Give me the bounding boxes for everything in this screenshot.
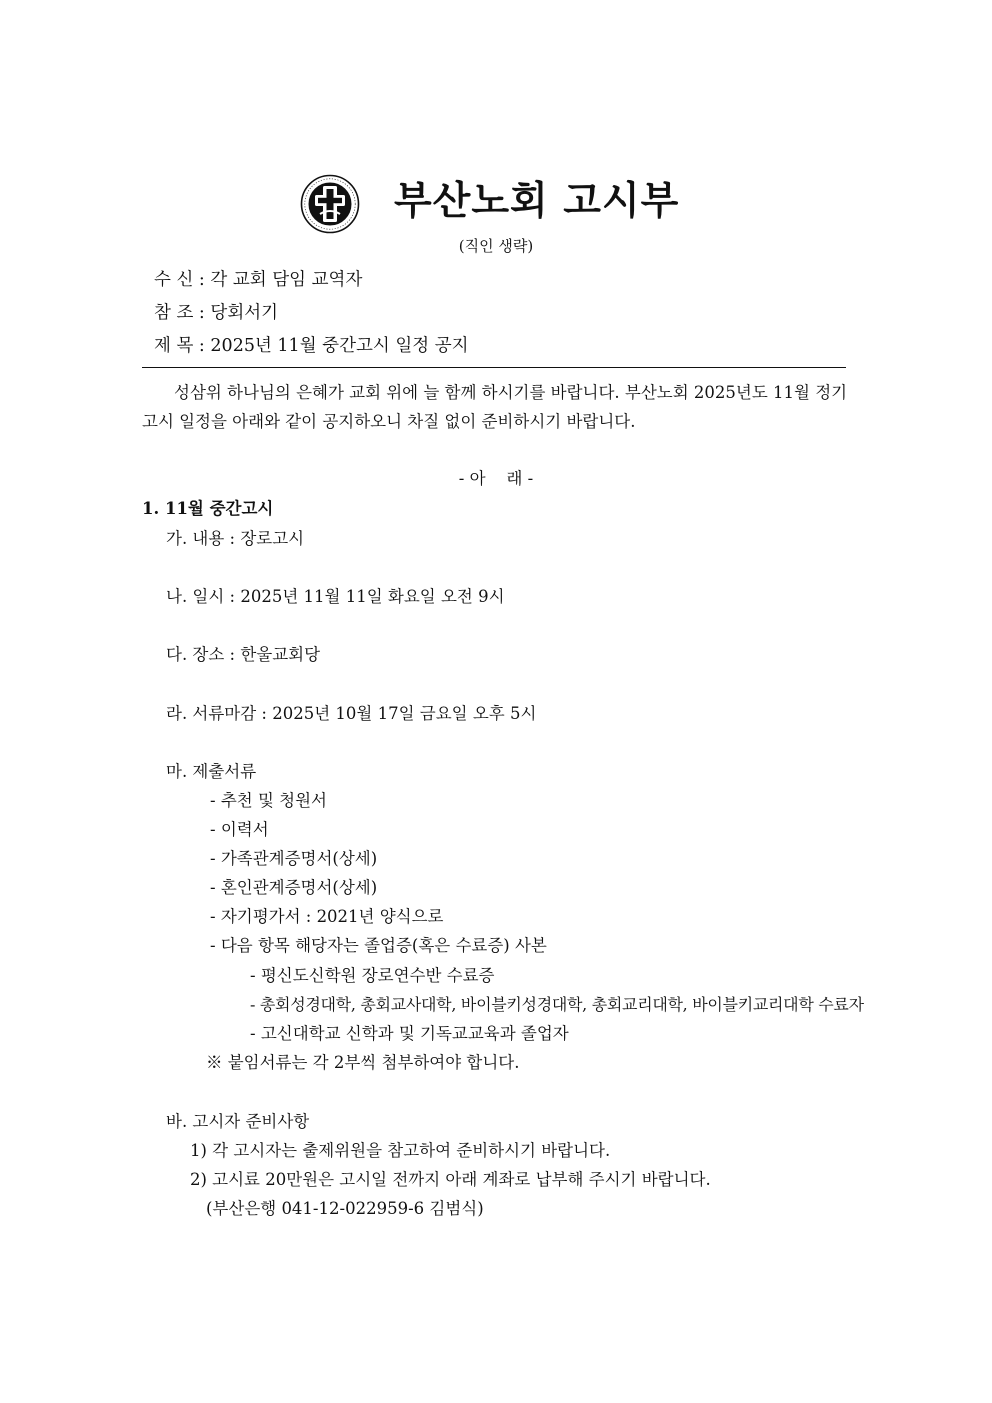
reference-label: 참 조 : — [154, 303, 205, 323]
reference-value: 당회서기 — [210, 303, 279, 323]
notice-heading: - 아 래 - — [458, 469, 534, 488]
list-item: - 다음 항목 해당자는 졸업증(혹은 수료증) 사본 — [210, 936, 547, 955]
list-item: - 이력서 — [210, 820, 269, 839]
recipient-label: 수 신 : — [154, 270, 205, 290]
reference-row — [154, 301, 278, 325]
title-row — [0, 172, 992, 236]
sub-list-item: - 평신도신학원 장로연수반 수료증 — [250, 966, 495, 985]
seal-omitted-note: (직인 생략) — [458, 237, 534, 255]
list-item: - 가족관계증명서(상세) — [210, 849, 378, 868]
subject-label: 제 목 : — [154, 336, 205, 356]
exam-place: 다. 장소 : 한울교회당 — [166, 645, 321, 664]
recipient-value: 각 교회 담임 교역자 — [210, 270, 363, 290]
header-divider — [142, 367, 846, 368]
list-item: - 자기평가서 : 2021년 양식으로 — [210, 907, 444, 926]
required-docs-heading: 마. 제출서류 — [166, 762, 257, 781]
section-heading: 1. 11월 중간고시 — [142, 499, 274, 518]
presbytery-seal-icon — [300, 174, 360, 234]
attachment-note: ※ 붙임서류는 각 2부씩 첨부하여야 합니다. — [206, 1053, 520, 1072]
subject-value: 2025년 11월 중간고시 일정 공지 — [210, 336, 469, 356]
document-deadline: 라. 서류마감 : 2025년 10월 17일 금요일 오후 5시 — [166, 704, 537, 723]
list-item: - 혼인관계증명서(상세) — [210, 878, 378, 897]
preparation-item: 2) 고시료 20만원은 고시일 전까지 아래 계좌로 납부해 주시기 바랍니다. — [190, 1170, 711, 1189]
recipient-row — [154, 268, 362, 292]
subject-row — [154, 334, 469, 358]
sub-list-item: - 총회성경대학, 총회교사대학, 바이블키성경대학, 총회교리대학, 바이블키교리대학 수료자 — [250, 995, 864, 1014]
exam-content: 가. 내용 : 장로고시 — [166, 529, 305, 548]
preparation-heading: 바. 고시자 준비사항 — [166, 1112, 310, 1131]
bank-account: (부산은행 041-12-022959-6 김범식) — [206, 1199, 484, 1218]
intro-line-2: 고시 일정을 아래와 같이 공지하오니 차질 없이 준비하시기 바랍니다. — [142, 412, 636, 431]
exam-date: 나. 일시 : 2025년 11월 11일 화요일 오전 9시 — [166, 587, 505, 606]
document-title: 부산노회 고시부 — [394, 179, 680, 224]
sub-list-item: - 고신대학교 신학과 및 기독교교육과 졸업자 — [250, 1024, 569, 1043]
intro-line-1: 성삼위 하나님의 은혜가 교회 위에 늘 함께 하시기를 바랍니다. 부산노회 2025년도 11월 정기 — [174, 383, 848, 402]
preparation-item: 1) 각 고시자는 출제위원을 참고하여 준비하시기 바랍니다. — [190, 1141, 611, 1160]
list-item: - 추천 및 청원서 — [210, 791, 327, 810]
